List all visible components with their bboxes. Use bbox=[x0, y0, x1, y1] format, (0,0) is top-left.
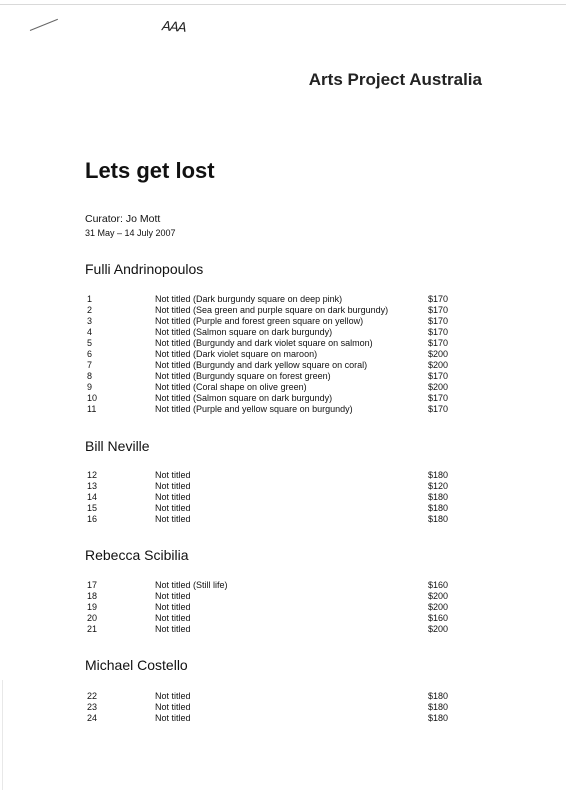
scan-edge-line bbox=[0, 4, 566, 5]
work-price: $160 bbox=[428, 613, 449, 623]
work-title: Not titled bbox=[155, 591, 191, 601]
work-price: $180 bbox=[428, 691, 449, 701]
work-title: Not titled (Salmon square on dark burgundy) bbox=[155, 393, 333, 403]
work-number: 19 bbox=[87, 602, 98, 612]
work-title: Not titled (Burgundy and dark yellow square on coral) bbox=[155, 360, 368, 370]
work-number: 2 bbox=[87, 305, 93, 315]
work-price: $200 bbox=[428, 360, 449, 370]
work-price: $170 bbox=[428, 316, 449, 326]
work-title: Not titled (Coral shape on olive green) bbox=[155, 382, 307, 392]
work-number: 3 bbox=[87, 316, 93, 326]
work-row bbox=[85, 338, 465, 349]
work-price: $200 bbox=[428, 349, 449, 359]
work-price: $170 bbox=[428, 404, 449, 414]
work-price: $170 bbox=[428, 371, 449, 381]
work-price: $170 bbox=[428, 338, 449, 348]
work-number: 1 bbox=[87, 294, 93, 304]
work-price: $200 bbox=[428, 382, 449, 392]
work-row bbox=[85, 481, 465, 492]
work-title: Not titled bbox=[155, 713, 191, 723]
work-title: Not titled bbox=[155, 602, 191, 612]
exhibition-title: Lets get lost bbox=[85, 158, 215, 183]
work-number: 14 bbox=[87, 492, 98, 502]
work-row bbox=[85, 602, 465, 613]
work-title: Not titled (Still life) bbox=[155, 580, 228, 590]
pen-stroke-mark bbox=[30, 19, 58, 31]
work-price: $200 bbox=[428, 591, 449, 601]
artist-name-bill-neville: Bill Neville bbox=[85, 438, 150, 454]
work-number: 6 bbox=[87, 349, 93, 359]
work-price: $170 bbox=[428, 294, 449, 304]
work-number: 9 bbox=[87, 382, 93, 392]
work-row bbox=[85, 305, 465, 316]
work-title: Not titled (Burgundy square on forest green) bbox=[155, 371, 331, 381]
exhibition-dates: 31 May – 14 July 2007 bbox=[85, 228, 176, 238]
work-price: $120 bbox=[428, 481, 449, 491]
work-row bbox=[85, 470, 465, 481]
work-title: Not titled (Dark burgundy square on deep pink) bbox=[155, 294, 343, 304]
work-title: Not titled (Purple and yellow square on burgundy) bbox=[155, 404, 353, 414]
work-row bbox=[85, 613, 465, 624]
work-row bbox=[85, 404, 465, 415]
artist-name-rebecca-scibilia: Rebecca Scibilia bbox=[85, 547, 189, 563]
work-price: $200 bbox=[428, 624, 449, 634]
work-number: 10 bbox=[87, 393, 98, 403]
work-row bbox=[85, 492, 465, 503]
artist-name-michael-costello: Michael Costello bbox=[85, 657, 188, 673]
handwritten-note: AAA bbox=[161, 19, 187, 36]
work-number: 7 bbox=[87, 360, 93, 370]
work-row bbox=[85, 294, 465, 305]
work-price: $180 bbox=[428, 713, 449, 723]
work-price: $170 bbox=[428, 327, 449, 337]
works-list-rebecca-scibilia bbox=[85, 580, 465, 635]
work-number: 8 bbox=[87, 371, 93, 381]
work-title: Not titled bbox=[155, 481, 191, 491]
organization-name: Arts Project Australia bbox=[308, 70, 482, 89]
works-list-fulli-andrinopoulos bbox=[85, 294, 465, 415]
work-number: 16 bbox=[87, 514, 98, 524]
work-row bbox=[85, 327, 465, 338]
works-list-michael-costello bbox=[85, 691, 465, 724]
work-title: Not titled (Sea green and purple square on dark burgundy) bbox=[155, 305, 389, 315]
work-row bbox=[85, 360, 465, 371]
work-number: 17 bbox=[87, 580, 98, 590]
work-number: 23 bbox=[87, 702, 98, 712]
work-price: $180 bbox=[428, 702, 449, 712]
work-row bbox=[85, 702, 465, 713]
work-row bbox=[85, 503, 465, 514]
work-title: Not titled bbox=[155, 691, 191, 701]
work-number: 20 bbox=[87, 613, 98, 623]
work-row bbox=[85, 382, 465, 393]
work-row bbox=[85, 691, 465, 702]
work-number: 11 bbox=[87, 404, 97, 414]
work-row bbox=[85, 371, 465, 382]
work-title: Not titled (Purple and forest green square on yellow) bbox=[155, 316, 364, 326]
work-price: $180 bbox=[428, 492, 449, 502]
work-number: 22 bbox=[87, 691, 98, 701]
work-price: $160 bbox=[428, 580, 449, 590]
work-title: Not titled bbox=[155, 514, 191, 524]
work-price: $180 bbox=[428, 470, 449, 480]
work-title: Not titled (Salmon square on dark burgundy) bbox=[155, 327, 333, 337]
work-number: 24 bbox=[87, 713, 98, 723]
work-title: Not titled (Dark violet square on maroon) bbox=[155, 349, 318, 359]
work-price: $180 bbox=[428, 503, 449, 513]
work-number: 5 bbox=[87, 338, 93, 348]
artist-name-fulli-andrinopoulos: Fulli Andrinopoulos bbox=[85, 261, 204, 277]
work-title: Not titled bbox=[155, 470, 191, 480]
curator-line: Curator: Jo Mott bbox=[85, 213, 161, 225]
work-title: Not titled bbox=[155, 492, 191, 502]
work-row bbox=[85, 713, 465, 724]
work-title: Not titled bbox=[155, 503, 191, 513]
work-row bbox=[85, 514, 465, 525]
work-title: Not titled bbox=[155, 613, 191, 623]
work-row bbox=[85, 591, 465, 602]
work-title: Not titled bbox=[155, 702, 191, 712]
work-price: $180 bbox=[428, 514, 449, 524]
work-price: $170 bbox=[428, 393, 449, 403]
work-price: $200 bbox=[428, 602, 449, 612]
work-row bbox=[85, 316, 465, 327]
work-title: Not titled bbox=[155, 624, 191, 634]
work-number: 13 bbox=[87, 481, 98, 491]
scan-edge-smudge bbox=[2, 680, 3, 790]
work-number: 4 bbox=[87, 327, 93, 337]
work-number: 12 bbox=[87, 470, 98, 480]
work-row bbox=[85, 580, 465, 591]
work-row bbox=[85, 624, 465, 635]
work-price: $170 bbox=[428, 305, 449, 315]
work-number: 21 bbox=[87, 624, 98, 634]
work-number: 15 bbox=[87, 503, 98, 513]
work-row bbox=[85, 393, 465, 404]
work-number: 18 bbox=[87, 591, 98, 601]
works-list-bill-neville bbox=[85, 470, 465, 525]
work-row bbox=[85, 349, 465, 360]
work-title: Not titled (Burgundy and dark violet square on salmon) bbox=[155, 338, 373, 348]
